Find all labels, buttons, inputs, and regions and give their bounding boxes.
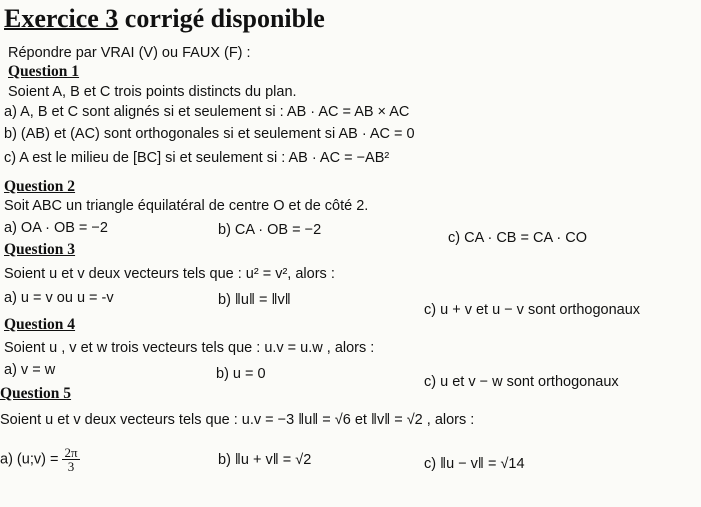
q1-intro: Soient A, B et C trois points distincts du plan. (8, 84, 297, 100)
exercise-title (4, 4, 325, 34)
q4-title: Question 4 (4, 316, 76, 333)
q3-option-a: a) u = v ou u = -v (4, 290, 114, 306)
q5-fraction-denominator: 3 (67, 459, 75, 474)
q4-option-c: c) u et v − w sont orthogonaux (424, 374, 619, 390)
q4-option-b: b) u = 0 (216, 366, 266, 382)
q3-intro: Soient u et v deux vecteurs tels que : u² = v², alors : (4, 266, 335, 282)
exercise-number: Exercice 3 (4, 4, 119, 33)
q1-option-c: c) A est le milieu de [BC] si et seulement si : AB · AC = −AB² (4, 150, 390, 166)
q1-option-a: a) A, B et C sont alignés si et seulement si : AB · AC = AB × AC (4, 104, 410, 120)
q4-intro: Soient u , v et w trois vecteurs tels que : u.v = u.w , alors : (4, 340, 375, 356)
q5-fraction-numerator: 2π (64, 445, 78, 460)
q2-option-a: a) OA · OB = −2 (4, 220, 108, 236)
q3-option-b: b) ‖u‖ = ‖v‖ (218, 292, 291, 308)
q4-option-a: a) v = w (4, 362, 56, 378)
q5-intro: Soient u et v deux vecteurs tels que : u.v = −3 ‖u‖ = √6 et ‖v‖ = √2 , alors : (0, 412, 475, 428)
q1-title: Question 1 (8, 63, 80, 80)
q1-option-b: b) (AB) et (AC) sont orthogonales si et seulement si AB · AC = 0 (4, 126, 415, 142)
q2-option-c: c) CA · CB = CA · CO (448, 230, 587, 246)
q2-option-b: b) CA · OB = −2 (218, 222, 322, 238)
exercise-status: corrigé disponible (124, 4, 325, 33)
q5-title: Question 5 (0, 385, 72, 402)
instruction: Répondre par VRAI (V) ou FAUX (F) : (8, 45, 251, 61)
q2-intro: Soit ABC un triangle équilatéral de centre O et de côté 2. (4, 198, 369, 214)
q5-option-b: b) ‖u + v‖ = √2 (218, 452, 312, 468)
q5-option-a-prefix: a) (u;v) = (0, 451, 63, 468)
q2-title: Question 2 (4, 178, 76, 195)
q3-option-c: c) u + v et u − v sont orthogonaux (424, 302, 641, 318)
q5-option-a-fraction (62, 446, 79, 473)
q5-option-a (0, 446, 80, 473)
q5-option-c: c) ‖u − v‖ = √14 (424, 456, 525, 472)
q3-title: Question 3 (4, 241, 76, 258)
